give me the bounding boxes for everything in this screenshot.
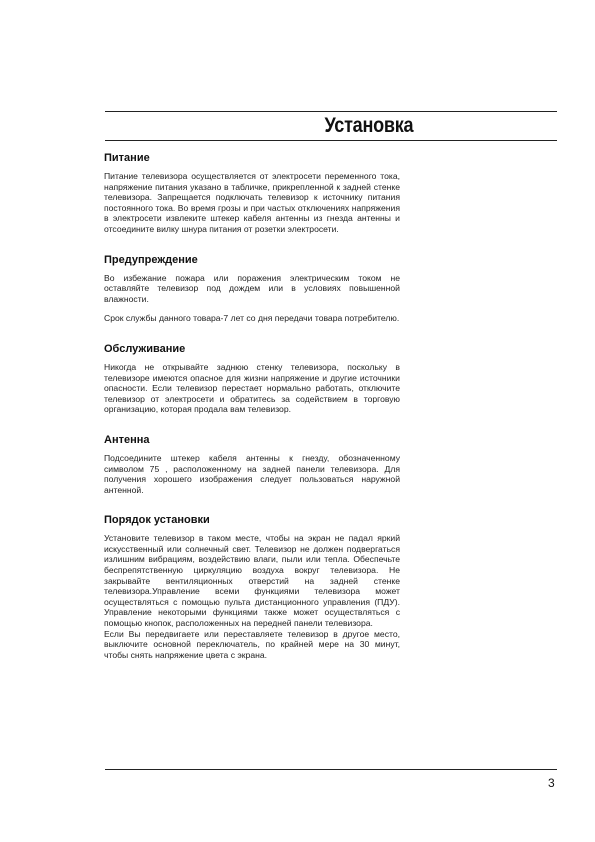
title-rule (105, 140, 557, 141)
section-paragraph: Подсоедините штекер кабеля антенны к гнезду, обозначенному символом 75 , расположенному на задней панели телевизора. Для получения хорошего изображения следует пользоваться наружной антенной. (104, 452, 400, 495)
section-paragraph: Во избежание пожара или поражения электрическим током не оставляйте телевизор под дождем или в условиях повышенной влажности. (104, 272, 400, 304)
section-antenna (104, 433, 400, 495)
section-maintenance (104, 342, 400, 415)
section-heading: Предупреждение (104, 253, 198, 266)
section-warning (104, 253, 400, 324)
section-paragraph: Никогда не открывайте заднюю стенку телевизора, поскольку в телевизоре имеются опасное для жизни напряжение и другие источники опасности. Если телевизор перестает нормально работать, отключите телевизор от электросети и обратитесь за содействием в торговую организацию, которая продала вам телевизор. (104, 361, 400, 415)
page-title: Установка (324, 114, 413, 137)
section-paragraph: Установите телевизор в таком месте, чтобы на экран не падал яркий искусственный или солнечный свет. Телевизор не должен подвергаться излишним вибрациям, воздействию влаги, пыли или тепла. Обеспечьте беспрепятственную циркуляцию воздуха вокруг телевизора. Не закрывайте вентиляционных отверстий на задней стенке телевизора.Управление всеми функциями телевизора может осуществляться с помощью пульта дистанционного управления (ПДУ). Управление некоторыми функциями также может осуществляться с помощью кнопок, расположенных на передней панели телевизора. (104, 533, 400, 629)
section-heading: Порядок установки (104, 514, 210, 527)
main-content (104, 151, 400, 660)
section-heading: Антенна (104, 433, 150, 446)
section-paragraph: Срок службы данного товара-7 лет со дня передачи товара потребителю. (104, 313, 400, 324)
section-installation (104, 513, 400, 660)
section-paragraph: Питание телевизора осуществляется от электросети переменного тока, напряжение питания указано в табличке, прикрепленной к задней стенке телевизора. Запрещается подключать телевизор к источнику питания постоянного тока. Во время грозы и при частых отключениях напряжения в электросети извлеките штекер кабеля антенны из гнезда антенны и отсоедините вилку шнура питания от розетки электросети. (104, 171, 400, 234)
section-heading: Обслуживание (104, 342, 186, 355)
top-rule (105, 111, 557, 112)
section-paragraph: Если Вы передвигаете или переставляете телевизор в другое место, выключите основной переключатель, по крайней мере на 30 минут, чтобы снять напряжение цвета с экрана. (104, 628, 400, 660)
section-power (104, 151, 400, 235)
section-heading: Питание (104, 152, 150, 164)
page-number: 3 (548, 776, 555, 790)
bottom-rule (105, 769, 557, 770)
